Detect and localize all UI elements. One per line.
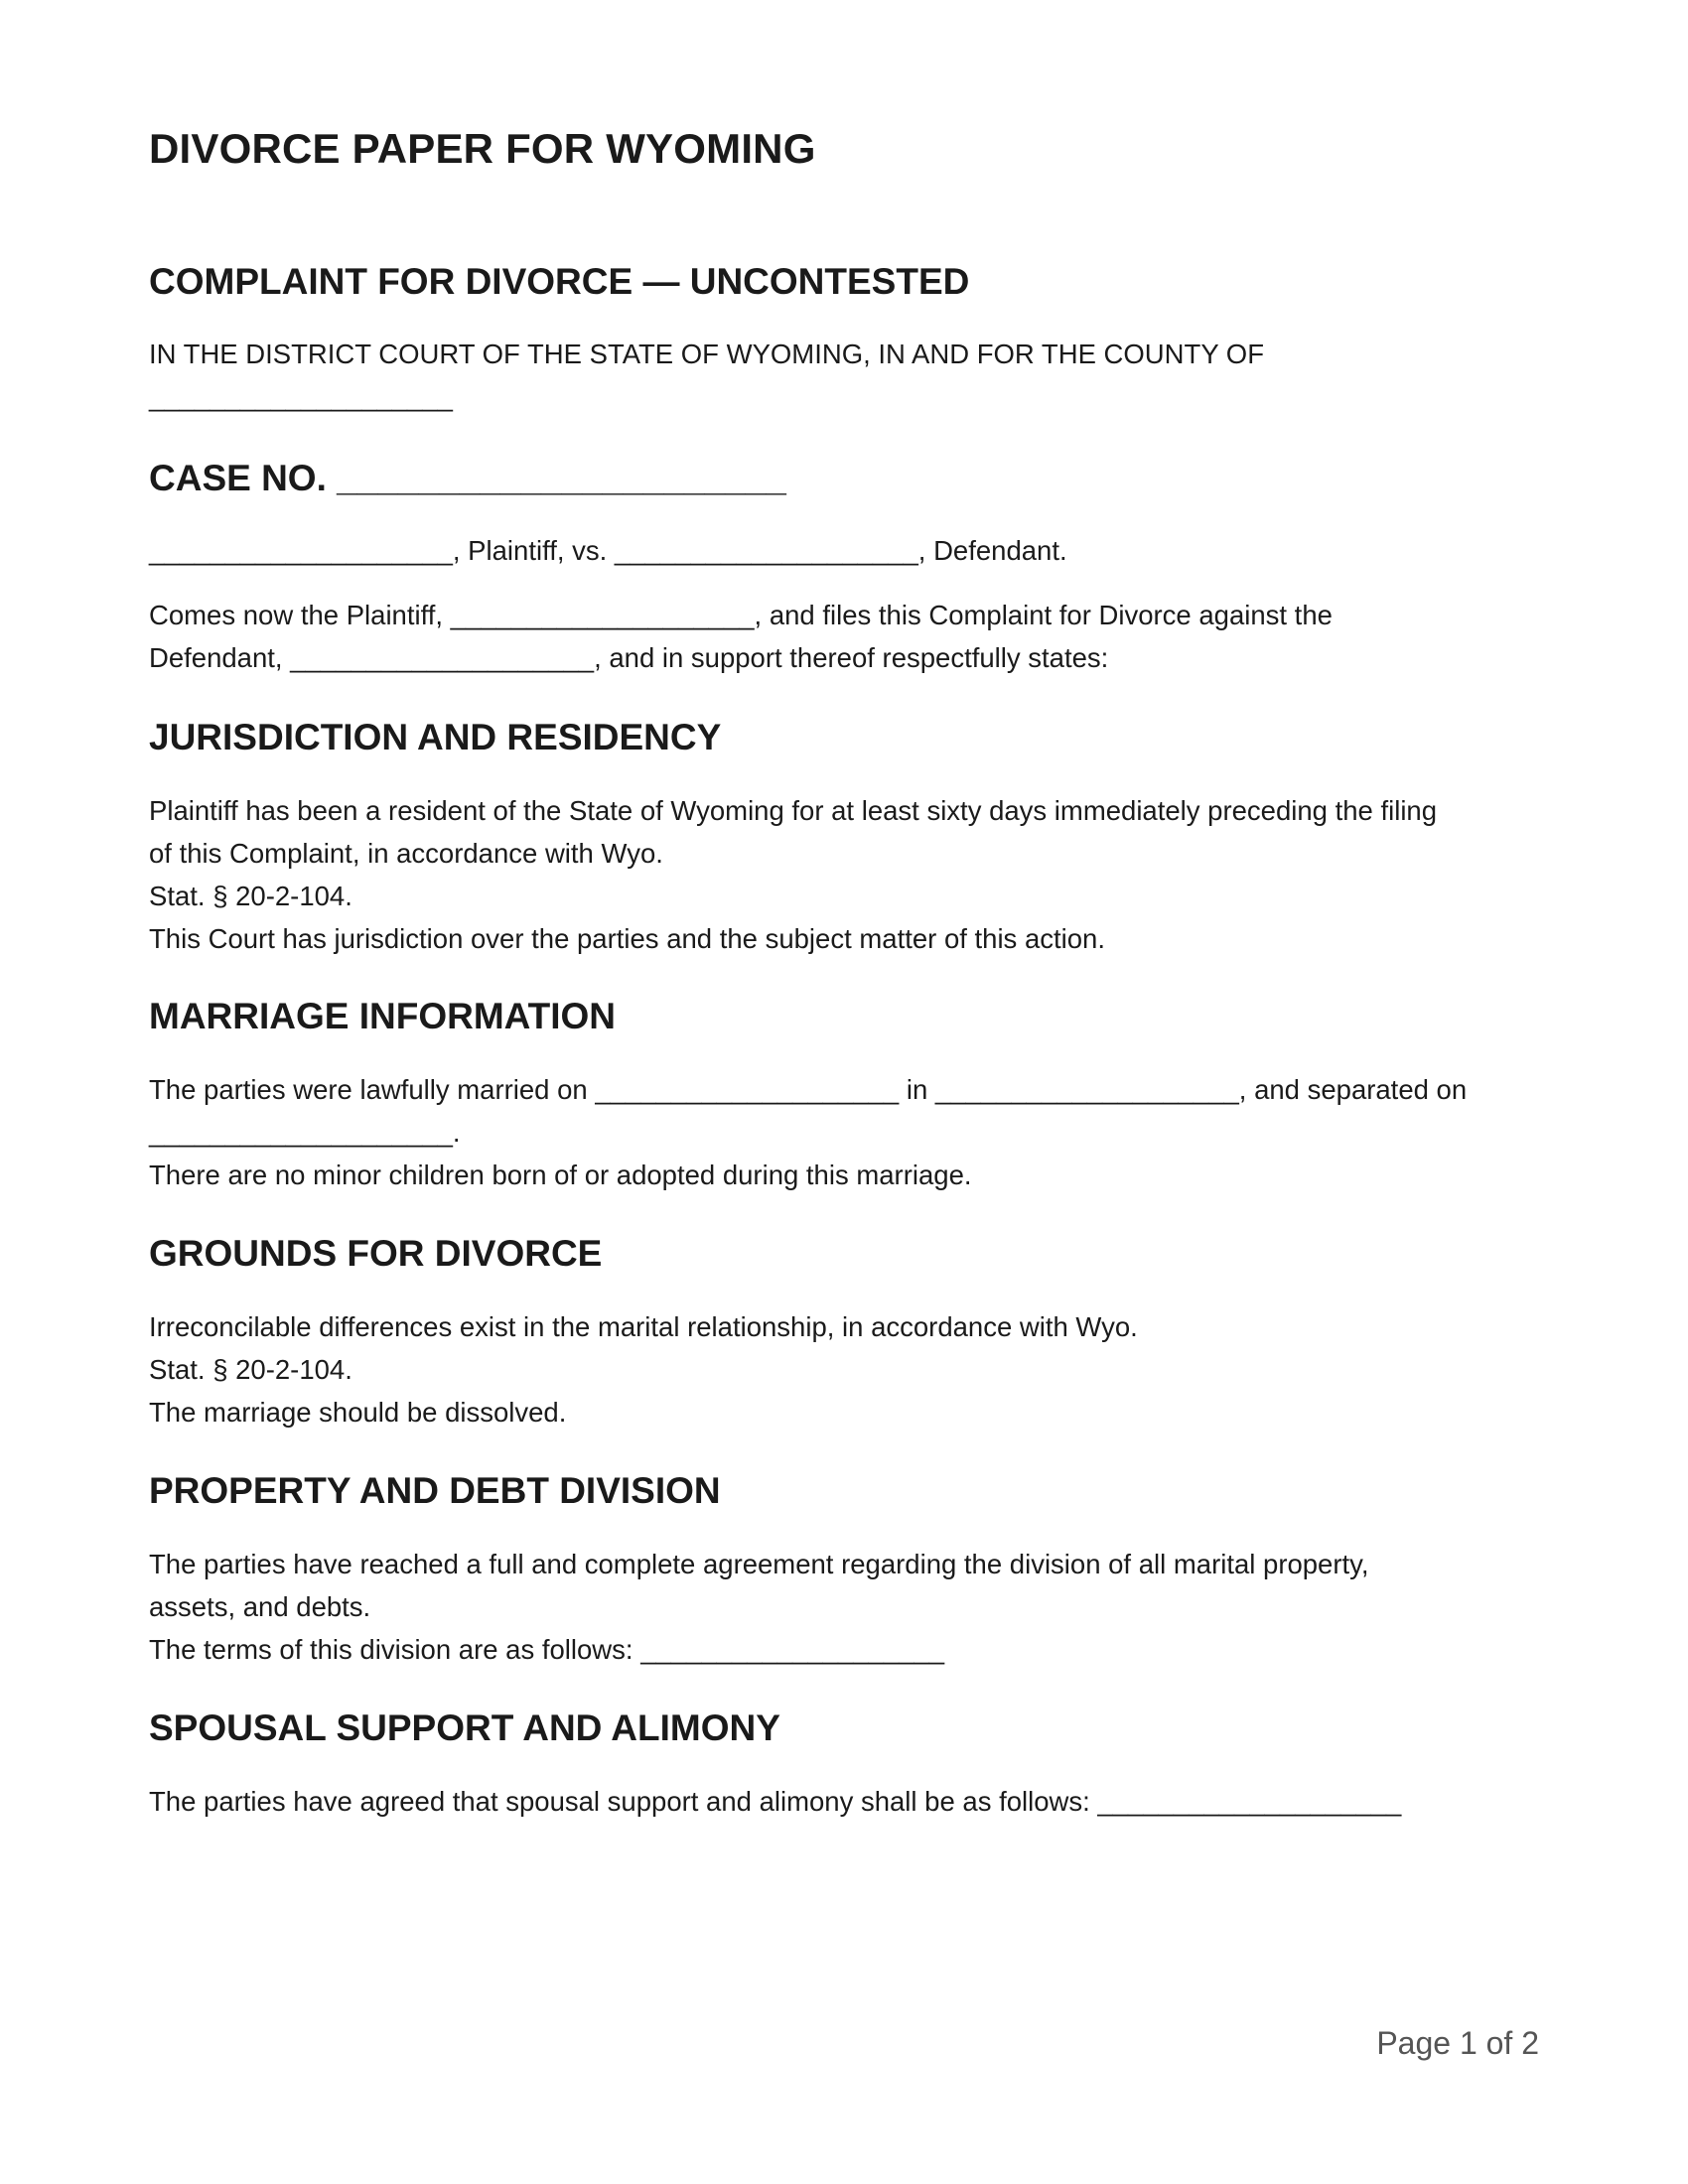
- court-paragraph: [149, 333, 1539, 418]
- property-line: The terms of this division are as follows: ____________________: [149, 1634, 945, 1665]
- marriage-line: The parties were lawfully married on ____________________ in ____________________, and separated on: [149, 1074, 1468, 1105]
- complaint-heading: COMPLAINT FOR DIVORCE — UNCONTESTED: [149, 261, 970, 302]
- grounds-paragraph: [149, 1305, 1539, 1433]
- grounds-line: Stat. § 20-2-104.: [149, 1354, 352, 1385]
- support-heading: SPOUSAL SUPPORT AND ALIMONY: [149, 1707, 780, 1748]
- jurisdiction-line: of this Complaint, in accordance with Wyo.: [149, 838, 663, 869]
- property-line: assets, and debts.: [149, 1591, 371, 1622]
- page-number: Page 1 of 2: [1376, 2025, 1539, 2061]
- parties-line: ____________________, Plaintiff, vs. ____________________, Defendant.: [149, 535, 1067, 566]
- intro-line: Comes now the Plaintiff, ____________________, and files this Complaint for Divorce against the: [149, 600, 1333, 630]
- jurisdiction-line: Plaintiff has been a resident of the State of Wyoming for at least sixty days immediately preceding the filing: [149, 795, 1438, 826]
- jurisdiction-heading: JURISDICTION AND RESIDENCY: [149, 717, 722, 757]
- jurisdiction-line: Stat. § 20-2-104.: [149, 881, 352, 911]
- parties-paragraph: [149, 529, 1539, 572]
- marriage-line: ____________________.: [149, 1117, 461, 1148]
- document-title: DIVORCE PAPER FOR WYOMING: [149, 125, 816, 172]
- jurisdiction-paragraph: [149, 789, 1539, 960]
- marriage-heading: MARRIAGE INFORMATION: [149, 996, 616, 1036]
- jurisdiction-line: This Court has jurisdiction over the parties and the subject matter of this action.: [149, 923, 1105, 954]
- property-paragraph: [149, 1543, 1539, 1671]
- property-line: The parties have reached a full and complete agreement regarding the division of all marital property,: [149, 1549, 1369, 1579]
- grounds-heading: GROUNDS FOR DIVORCE: [149, 1233, 603, 1274]
- court-line: IN THE DISTRICT COURT OF THE STATE OF WYOMING, IN AND FOR THE COUNTY OF: [149, 339, 1264, 369]
- county-blank-line: ____________________: [149, 381, 453, 412]
- grounds-line: The marriage should be dissolved.: [149, 1397, 567, 1428]
- grounds-line: Irreconcilable differences exist in the marital relationship, in accordance with Wyo.: [149, 1311, 1138, 1342]
- marriage-paragraph: [149, 1068, 1539, 1196]
- support-line: The parties have agreed that spousal support and alimony shall be as follows: ____________________: [149, 1786, 1402, 1817]
- marriage-line: There are no minor children born of or adopted during this marriage.: [149, 1160, 972, 1190]
- case-number-heading: CASE NO. ______________________: [149, 458, 786, 498]
- support-paragraph: [149, 1780, 1539, 1823]
- intro-line: Defendant, ____________________, and in support thereof respectfully states:: [149, 642, 1109, 673]
- property-heading: PROPERTY AND DEBT DIVISION: [149, 1470, 721, 1511]
- intro-paragraph: [149, 594, 1539, 679]
